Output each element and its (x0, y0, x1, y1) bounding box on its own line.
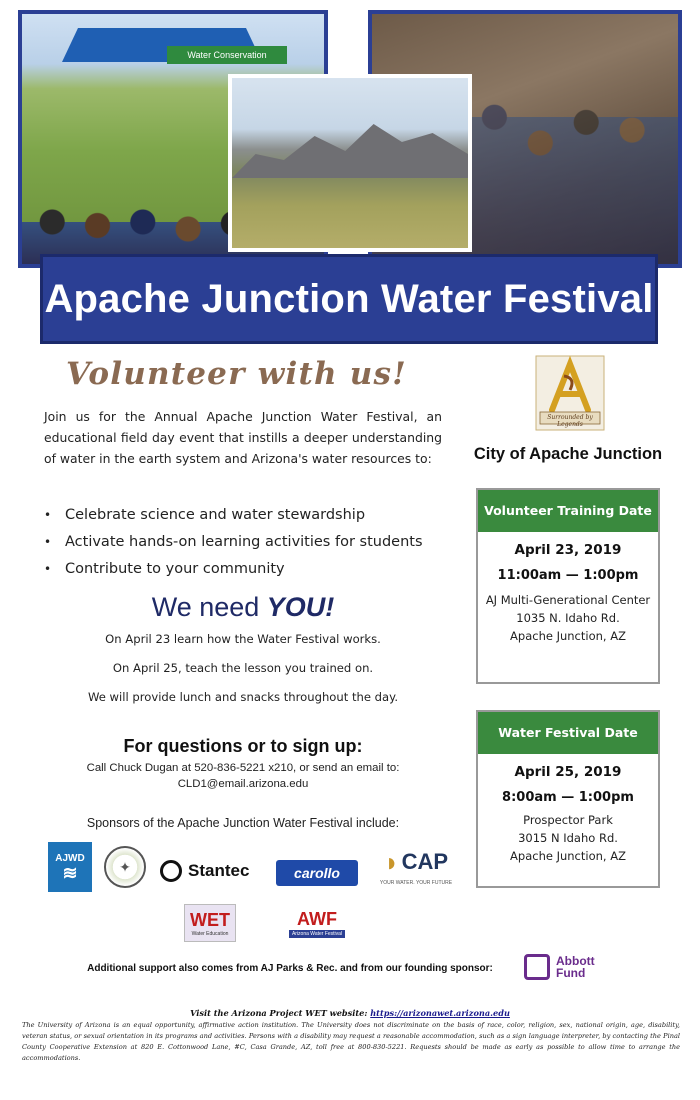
festival-date: April 25, 2019 (514, 764, 622, 780)
festival-time: 8:00am — 1:00pm (502, 790, 634, 805)
bullet-icon: • (44, 535, 52, 549)
arizona-water-festival-logo: AWF Arizona Water Festival (286, 904, 348, 942)
festival-header: Water Festival Date (478, 712, 658, 754)
bullet-icon: • (44, 508, 52, 522)
seal-emblem-icon: ✦ (119, 858, 131, 875)
disclaimer-text: The University of Arizona is an equal opportunity, affirmative action institution. The University does not discriminate on the basis of race, color, religion, sex, national origin, age, disability, veteran status, or sexual orientation in its programs and activities. Persons with a disability may request a reasonable accommodation, such as a sign language interpreter, by contacting the Pinal County Cooperative Extension at 820 E. Cottonwood Lane, #C, Casa Grande, AZ, toll free at 800-830-5221. Requests should be made as early as possible to allow time to arrange the accommodations. (22, 1021, 680, 1062)
contact-line: Call Chuck Dugan at 520-836-5221 x210, or send an email to: (86, 762, 400, 774)
title-banner (40, 254, 658, 344)
cap-mark-icon: ◗ (383, 846, 400, 877)
training-place: AJ Multi-Generational Center (485, 593, 651, 607)
ajwd-logo: AJWD ≋ (48, 842, 92, 892)
page-title: Apache Junction Water Festival (44, 276, 654, 321)
cap-tagline: YOUR WATER. YOUR FUTURE (379, 880, 453, 886)
detail-line: On April 23 learn how the Water Festival works. (105, 632, 381, 646)
goal-item: • Celebrate science and water stewardship (44, 502, 444, 529)
goal-item: • Contribute to your community (44, 556, 444, 583)
training-header: Volunteer Training Date (478, 490, 658, 532)
tent-banner-label: Water Conservation (167, 46, 287, 64)
city-motto: Surrounded by Legends (547, 414, 593, 428)
photo-mountain-field (228, 74, 472, 252)
contact-email[interactable]: CLD1@email.arizona.edu (177, 778, 309, 790)
training-time: 11:00am — 1:00pm (497, 568, 639, 583)
sponsors-intro: Sponsors of the Apache Junction Water Festival include: (86, 816, 400, 830)
project-wet-logo: WET Water Education (184, 904, 236, 942)
questions-heading: For questions or to sign up: (123, 736, 363, 756)
volunteer-training-box (476, 488, 660, 684)
festival-place: Prospector Park (523, 813, 613, 827)
detail-line: We will provide lunch and snacks throughout the day. (87, 690, 399, 704)
training-date: April 23, 2019 (514, 542, 622, 558)
festival-address: 3015 N Idaho Rd. (518, 831, 618, 845)
website-link[interactable]: https://arizonawet.arizona.edu (370, 1008, 510, 1018)
training-city: Apache Junction, AZ (510, 629, 626, 643)
city-name: City of Apache Junction (473, 445, 663, 463)
abbott-fund-logo: Abbott Fund (524, 951, 620, 983)
we-need-you-heading: We need YOU! (151, 592, 335, 622)
stantec-logo: Stantec (160, 856, 260, 886)
additional-support-text: Additional support also comes from AJ Parks & Rec. and from our founding sponsor: (87, 963, 493, 974)
festival-city: Apache Junction, AZ (510, 849, 626, 863)
mountain-silhouette (232, 118, 468, 178)
training-address: 1035 N. Idaho Rd. (516, 611, 620, 625)
stantec-mark-icon (160, 860, 182, 882)
water-drop-icon: ≋ (62, 862, 78, 883)
website-line: Visit the Arizona Project WET website: https://arizonawet.arizona.edu (190, 1008, 510, 1018)
intro-paragraph: Join us for the Annual Apache Junction Water Festival, an educational field day event that instills a deeper understanding of water in the earth system and Arizona's water resources to: (44, 409, 442, 466)
detail-line: On April 25, teach the lesson you trained on. (112, 661, 374, 675)
water-festival-box (476, 710, 660, 888)
goals-list (44, 502, 444, 583)
abbott-mark-icon (524, 954, 550, 980)
volunteer-heading: Volunteer with us! (66, 356, 407, 392)
carollo-logo: carollo (276, 860, 358, 886)
cap-logo: ◗ CAP (383, 846, 449, 877)
bullet-icon: • (44, 562, 52, 576)
apache-junction-seal-logo (104, 846, 146, 888)
goal-item: • Activate hands-on learning activities for students (44, 529, 444, 556)
